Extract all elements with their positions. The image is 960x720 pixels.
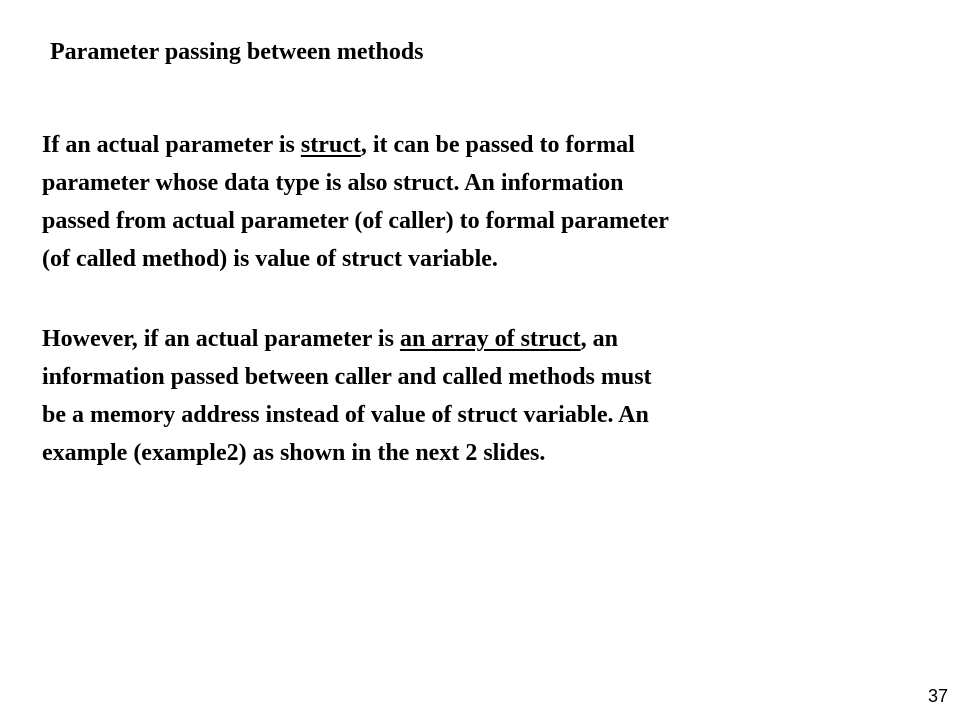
underlined-term-array-of-struct: an array of struct: [399, 326, 581, 352]
paragraph1-line1-tail: , it can be passed to formal: [360, 132, 635, 158]
paragraph1-line3: passed from actual parameter (of caller) to formal parameter: [42, 208, 669, 234]
paragraph2-line1-tail: , an: [580, 326, 618, 352]
slide-title: Parameter passing between methods: [50, 39, 424, 65]
paragraph1-line1-text: If an actual parameter is: [42, 132, 301, 158]
paragraph1-line4: (of called method) is value of struct variable.: [42, 246, 498, 272]
paragraph2-line4: example (example2) as shown in the next 2 slides.: [42, 440, 546, 466]
underlined-term-struct: struct: [300, 132, 361, 158]
paragraph-array-of-struct: [42, 320, 922, 472]
paragraph1-line1: [42, 126, 922, 164]
paragraph2-line1: [42, 320, 922, 358]
paragraph-struct-passing: [42, 126, 922, 278]
paragraph2-line1-text: However, if an actual parameter is: [42, 326, 400, 352]
page-number: 37: [927, 686, 948, 706]
paragraph1-line2: parameter whose data type is also struct. An information: [42, 170, 624, 196]
paragraph2-line2: information passed between caller and called methods must: [42, 364, 652, 390]
paragraph2-line3: be a memory address instead of value of struct variable. An: [42, 402, 649, 428]
